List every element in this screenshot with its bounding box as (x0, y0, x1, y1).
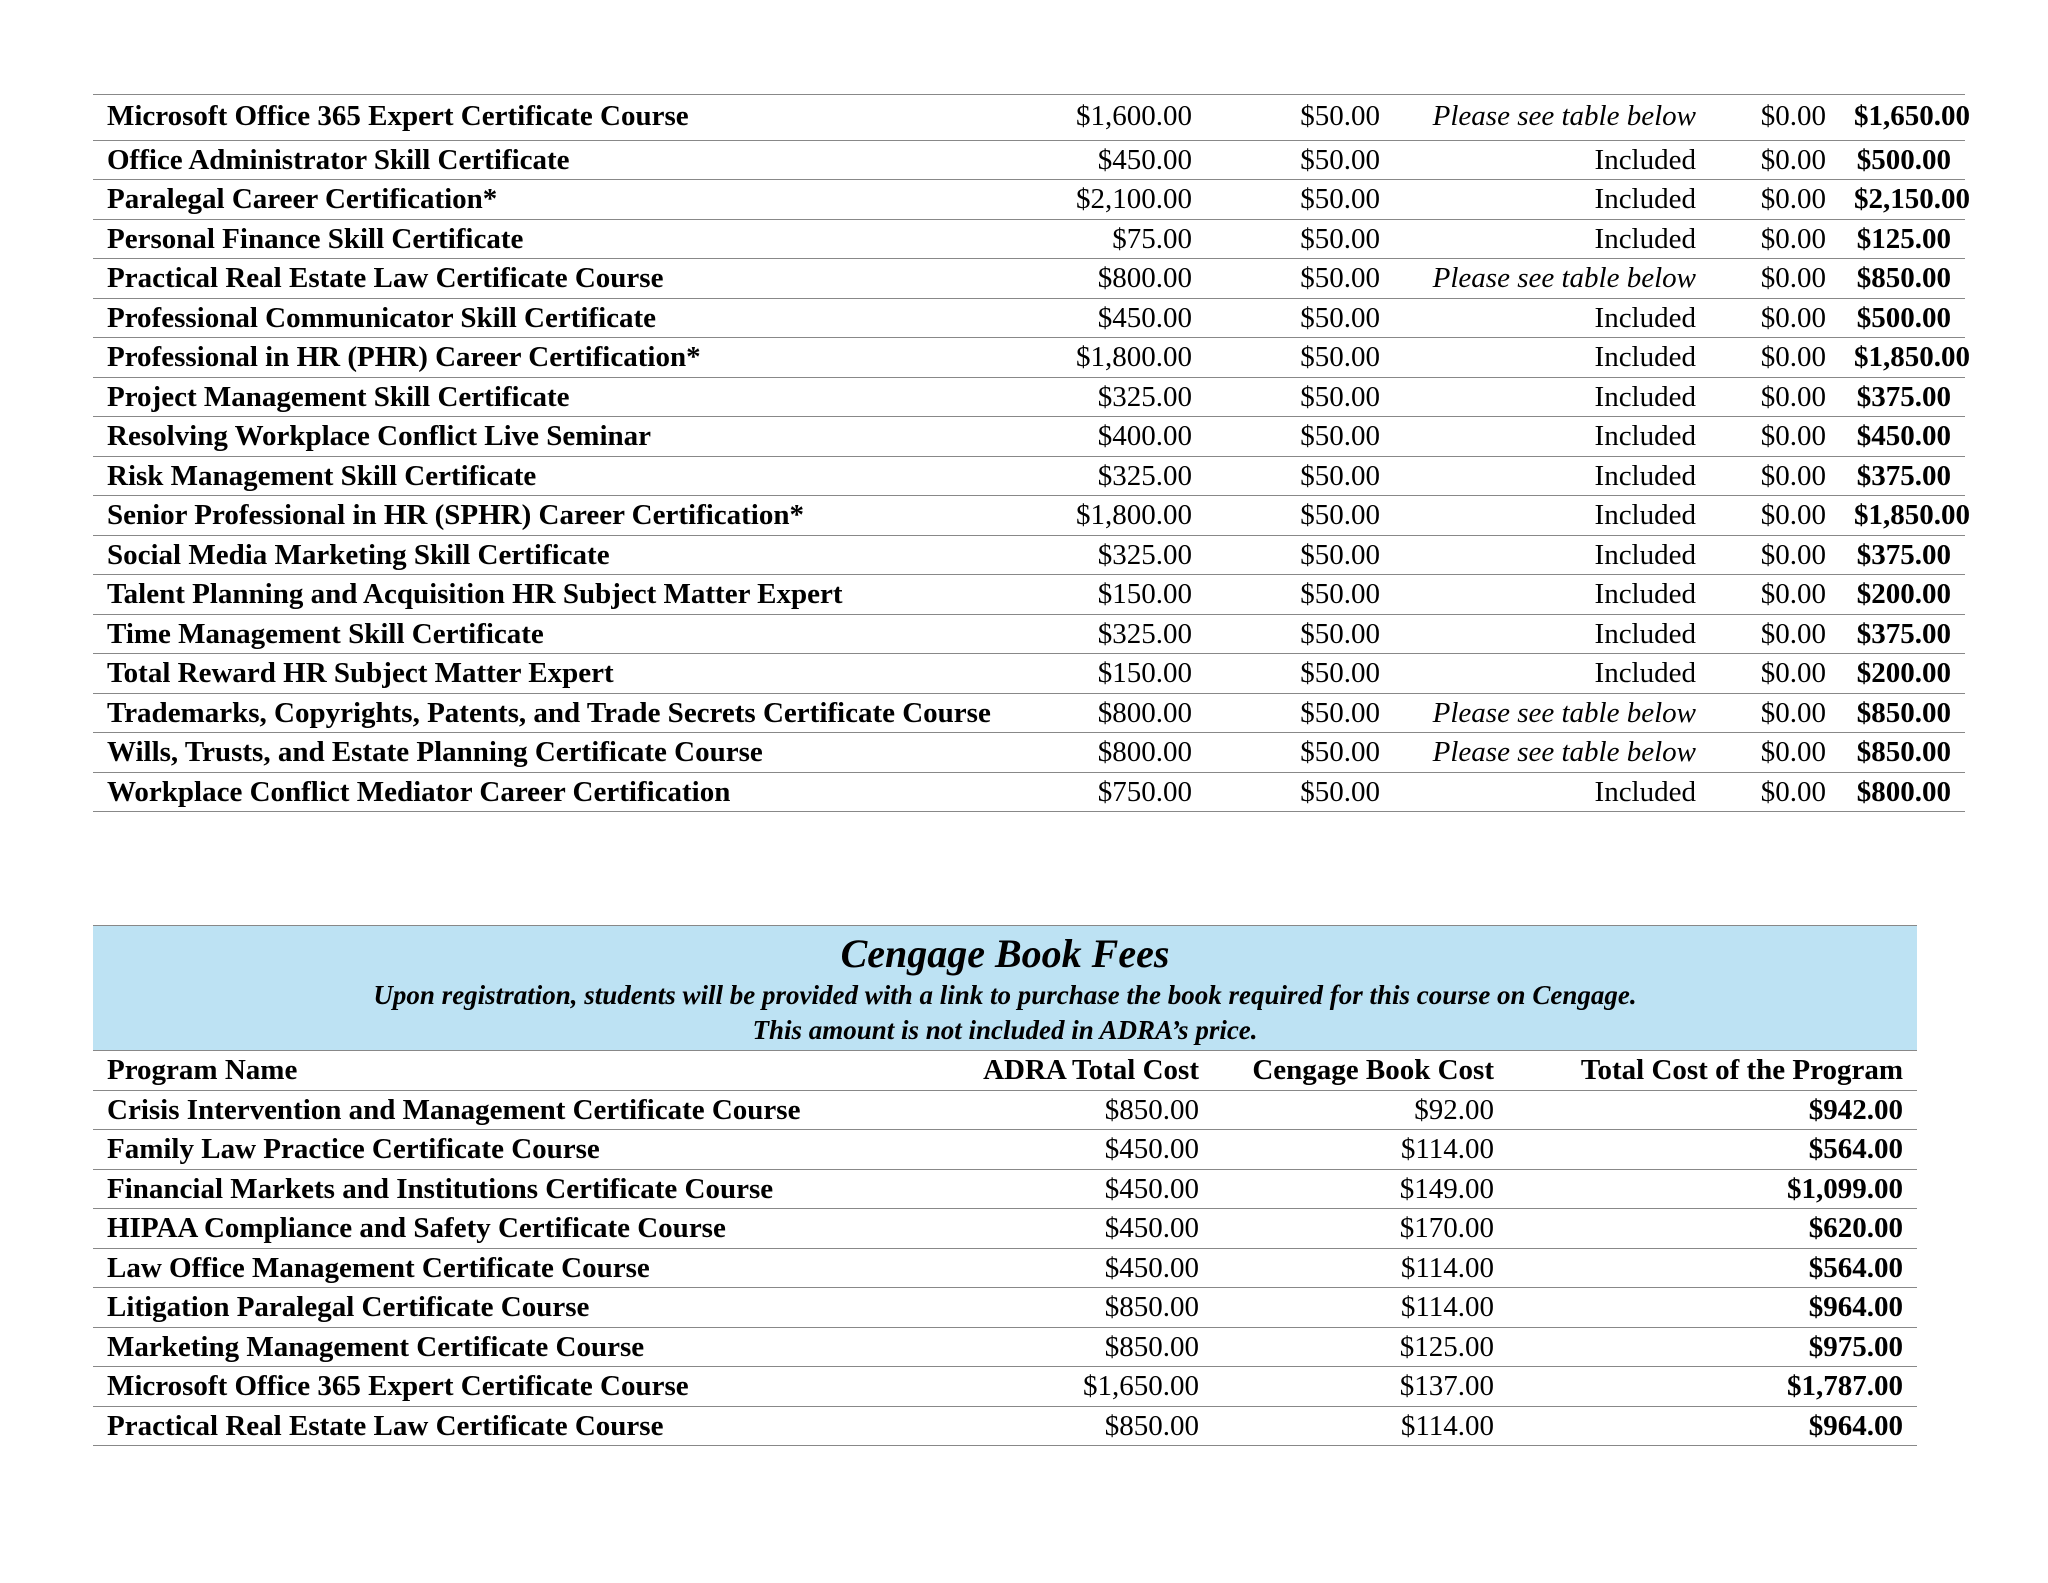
tuition-amount: $325.00 (1097, 380, 1192, 413)
materials-note: Included (1594, 775, 1696, 808)
cengage-book-cost: $92.00 (1414, 1093, 1494, 1126)
program-name: Practical Real Estate Law Certificate Course (107, 262, 664, 294)
other-amount: $0.00 (1760, 499, 1826, 531)
section-subtitle-line-2: This amount is not included in ADRA’s price. (752, 1015, 1258, 1045)
table-row (93, 456, 1965, 496)
materials-note: Included (1594, 183, 1696, 215)
other-amount: $0.00 (1760, 100, 1826, 132)
fee-amount: $50.00 (1300, 499, 1380, 531)
adra-total-cost: $450.00 (1104, 1251, 1199, 1284)
tuition-amount: $2,100.00 (1076, 183, 1192, 215)
adra-total-cost: $1,650.00 (1083, 1370, 1199, 1402)
other-amount: $0.00 (1760, 301, 1826, 334)
fee-amount: $50.00 (1300, 222, 1380, 255)
other-amount: $0.00 (1760, 420, 1826, 452)
table-row (93, 1367, 1917, 1407)
tuition-amount: $800.00 (1097, 736, 1192, 768)
fee-amount: $50.00 (1300, 262, 1380, 294)
tuition-amount: $150.00 (1097, 578, 1192, 610)
program-total-cost: $620.00 (1808, 1212, 1903, 1244)
cengage-table (93, 1050, 1917, 1446)
fee-amount: $50.00 (1300, 459, 1380, 492)
materials-note: Included (1594, 301, 1696, 334)
program-name: Family Law Practice Certificate Course (107, 1133, 600, 1165)
materials-note: Please see table below (1432, 736, 1696, 768)
program-name: Microsoft Office 365 Expert Certificate Course (107, 100, 689, 132)
total-amount: $800.00 (1856, 775, 1951, 808)
adra-total-cost: $850.00 (1104, 1409, 1199, 1442)
program-total-cost: $564.00 (1808, 1133, 1903, 1165)
program-total-cost: $564.00 (1808, 1251, 1903, 1284)
fee-amount: $50.00 (1300, 657, 1380, 689)
table-row (93, 1130, 1917, 1170)
program-name: Resolving Workplace Conflict Live Seminar (107, 420, 652, 452)
fee-amount: $50.00 (1300, 183, 1380, 215)
other-amount: $0.00 (1760, 183, 1826, 215)
total-amount: $850.00 (1856, 262, 1951, 294)
program-name: Workplace Conflict Mediator Career Certification (107, 775, 731, 808)
header-cengage-book-cost: Cengage Book Cost (1252, 1054, 1494, 1086)
cengage-book-cost: $114.00 (1400, 1133, 1494, 1165)
table-row (93, 772, 1965, 812)
materials-note: Included (1594, 499, 1696, 531)
materials-note: Please see table below (1432, 262, 1696, 294)
table-row (93, 1169, 1917, 1209)
tuition-amount: $1,800.00 (1076, 499, 1192, 531)
other-amount: $0.00 (1760, 617, 1826, 650)
materials-note: Included (1594, 420, 1696, 452)
materials-note: Included (1594, 538, 1696, 571)
other-amount: $0.00 (1760, 380, 1826, 413)
cengage-book-cost: $125.00 (1399, 1330, 1494, 1363)
total-amount: $200.00 (1856, 657, 1951, 689)
table-row (93, 733, 1965, 773)
total-amount: $375.00 (1856, 380, 1951, 413)
program-name: Office Administrator Skill Certificate (107, 143, 570, 176)
materials-note: Included (1594, 459, 1696, 492)
total-amount: $125.00 (1856, 222, 1951, 255)
cengage-banner (93, 925, 1917, 1050)
tuition-amount: $750.00 (1097, 775, 1192, 808)
cengage-book-cost: $170.00 (1399, 1212, 1494, 1244)
total-amount: $375.00 (1856, 538, 1951, 571)
table-row (93, 614, 1965, 654)
tuition-amount: $325.00 (1097, 617, 1192, 650)
cengage-book-cost: $137.00 (1399, 1370, 1494, 1402)
table-row (93, 535, 1965, 575)
program-name: Professional Communicator Skill Certificate (107, 301, 657, 334)
table-row (93, 180, 1965, 220)
header-adra-total-cost: ADRA Total Cost (983, 1054, 1199, 1086)
adra-total-cost: $450.00 (1104, 1133, 1199, 1165)
program-total-cost: $964.00 (1808, 1291, 1903, 1323)
table-row (93, 95, 1965, 141)
materials-note: Included (1594, 578, 1696, 610)
fee-amount: $50.00 (1300, 775, 1380, 808)
program-name: Microsoft Office 365 Expert Certificate Course (107, 1370, 689, 1402)
program-name: Practical Real Estate Law Certificate Course (107, 1409, 664, 1442)
total-amount: $1,850.00 (1854, 499, 1970, 531)
table-row (93, 575, 1965, 615)
cengage-book-cost: $114.00 (1400, 1251, 1494, 1284)
table-row (93, 1327, 1917, 1367)
table-row (93, 259, 1965, 299)
program-name: Professional in HR (PHR) Career Certification* (107, 341, 701, 373)
total-amount: $500.00 (1856, 143, 1951, 176)
program-name: Total Reward HR Subject Matter Expert (107, 657, 614, 689)
total-amount: $850.00 (1856, 696, 1951, 729)
fee-amount: $50.00 (1300, 341, 1380, 373)
materials-note: Included (1594, 222, 1696, 255)
table-row (93, 496, 1965, 536)
tuition-amount: $450.00 (1097, 143, 1192, 176)
fee-amount: $50.00 (1300, 617, 1380, 650)
table-row (93, 298, 1965, 338)
cengage-book-cost: $114.00 (1400, 1409, 1494, 1442)
table-row (93, 654, 1965, 694)
table-row (93, 1406, 1917, 1446)
other-amount: $0.00 (1760, 696, 1826, 729)
program-name: Crisis Intervention and Management Certificate Course (107, 1093, 801, 1126)
tuition-amount: $1,800.00 (1076, 341, 1192, 373)
tuition-amount: $800.00 (1097, 262, 1192, 294)
header-total-cost-program: Total Cost of the Program (1580, 1054, 1903, 1086)
other-amount: $0.00 (1760, 775, 1826, 808)
other-amount: $0.00 (1760, 143, 1826, 176)
adra-total-cost: $450.00 (1104, 1212, 1199, 1244)
program-name: Senior Professional in HR (SPHR) Career Certification* (107, 499, 804, 531)
other-amount: $0.00 (1760, 578, 1826, 610)
program-name: Time Management Skill Certificate (107, 617, 544, 650)
other-amount: $0.00 (1760, 222, 1826, 255)
table-row (93, 1288, 1917, 1328)
adra-total-cost: $850.00 (1104, 1291, 1199, 1323)
adra-total-cost: $850.00 (1104, 1093, 1199, 1126)
tuition-amount: $1,600.00 (1076, 100, 1192, 132)
table-row (93, 140, 1965, 180)
program-name: Marketing Management Certificate Course (107, 1330, 645, 1363)
table-row (93, 693, 1965, 733)
adra-total-cost: $450.00 (1104, 1172, 1199, 1205)
materials-note: Included (1594, 341, 1696, 373)
section-title: Cengage Book Fees (840, 931, 1170, 976)
total-amount: $450.00 (1856, 420, 1951, 452)
total-amount: $200.00 (1856, 578, 1951, 610)
fee-amount: $50.00 (1300, 380, 1380, 413)
program-total-cost: $1,787.00 (1787, 1370, 1903, 1402)
table-row (93, 377, 1965, 417)
tuition-amount: $150.00 (1097, 657, 1192, 689)
total-amount: $375.00 (1856, 459, 1951, 492)
section-subtitle-line-1: Upon registration, students will be provided with a link to purchase the book required for this course on Cengage. (373, 980, 1637, 1010)
other-amount: $0.00 (1760, 262, 1826, 294)
fee-amount: $50.00 (1300, 578, 1380, 610)
tuition-amount: $450.00 (1097, 301, 1192, 334)
fee-amount: $50.00 (1300, 420, 1380, 452)
tuition-amount: $325.00 (1097, 459, 1192, 492)
total-amount: $1,850.00 (1854, 341, 1970, 373)
cengage-book-fees-section (93, 925, 1917, 1446)
program-total-cost: $942.00 (1808, 1093, 1903, 1126)
fee-amount: $50.00 (1300, 696, 1380, 729)
materials-note: Please see table below (1432, 696, 1696, 729)
tuition-amount: $800.00 (1097, 696, 1192, 729)
program-name: Talent Planning and Acquisition HR Subject Matter Expert (107, 578, 843, 610)
fee-amount: $50.00 (1300, 100, 1380, 132)
header-program-name: Program Name (107, 1054, 298, 1086)
total-amount: $1,650.00 (1854, 100, 1970, 132)
adra-total-cost: $850.00 (1104, 1330, 1199, 1363)
total-amount: $500.00 (1856, 301, 1951, 334)
other-amount: $0.00 (1760, 341, 1826, 373)
other-amount: $0.00 (1760, 538, 1826, 571)
total-amount: $850.00 (1856, 736, 1951, 768)
table-row (93, 1209, 1917, 1249)
other-amount: $0.00 (1760, 657, 1826, 689)
total-amount: $2,150.00 (1854, 183, 1970, 215)
total-amount: $375.00 (1856, 617, 1951, 650)
fee-amount: $50.00 (1300, 143, 1380, 176)
table-row (93, 1090, 1917, 1130)
fee-amount: $50.00 (1300, 301, 1380, 334)
program-name: Wills, Trusts, and Estate Planning Certificate Course (107, 736, 763, 768)
materials-note: Included (1594, 657, 1696, 689)
program-name: Project Management Skill Certificate (107, 380, 570, 413)
other-amount: $0.00 (1760, 736, 1826, 768)
tuition-amount: $325.00 (1097, 538, 1192, 571)
materials-note: Included (1594, 143, 1696, 176)
program-name: Litigation Paralegal Certificate Course (107, 1291, 590, 1323)
program-total-cost: $964.00 (1808, 1409, 1903, 1442)
table-row (93, 219, 1965, 259)
program-name: Social Media Marketing Skill Certificate (107, 538, 610, 571)
program-name: Personal Finance Skill Certificate (107, 222, 524, 255)
fee-amount: $50.00 (1300, 538, 1380, 571)
materials-note: Included (1594, 380, 1696, 413)
fee-amount: $50.00 (1300, 736, 1380, 768)
table-row (93, 417, 1965, 457)
program-name: Risk Management Skill Certificate (107, 459, 537, 492)
tuition-amount: $75.00 (1112, 222, 1192, 255)
table-row (93, 1248, 1917, 1288)
program-total-cost: $975.00 (1808, 1330, 1903, 1363)
table-row (93, 338, 1965, 378)
tuition-amount: $400.00 (1097, 420, 1192, 452)
program-name: Law Office Management Certificate Course (107, 1251, 650, 1284)
program-name: Trademarks, Copyrights, Patents, and Trade Secrets Certificate Course (107, 696, 991, 729)
table-header-row (93, 1051, 1917, 1091)
program-name: Financial Markets and Institutions Certificate Course (107, 1172, 774, 1205)
course-fee-table (93, 94, 1970, 812)
materials-note: Included (1594, 617, 1696, 650)
cengage-book-cost: $149.00 (1399, 1172, 1494, 1205)
program-name: Paralegal Career Certification* (107, 183, 498, 215)
other-amount: $0.00 (1760, 459, 1826, 492)
program-total-cost: $1,099.00 (1787, 1172, 1903, 1205)
program-name: HIPAA Compliance and Safety Certificate Course (107, 1212, 726, 1244)
cengage-book-cost: $114.00 (1400, 1291, 1494, 1323)
materials-note: Please see table below (1432, 100, 1696, 132)
